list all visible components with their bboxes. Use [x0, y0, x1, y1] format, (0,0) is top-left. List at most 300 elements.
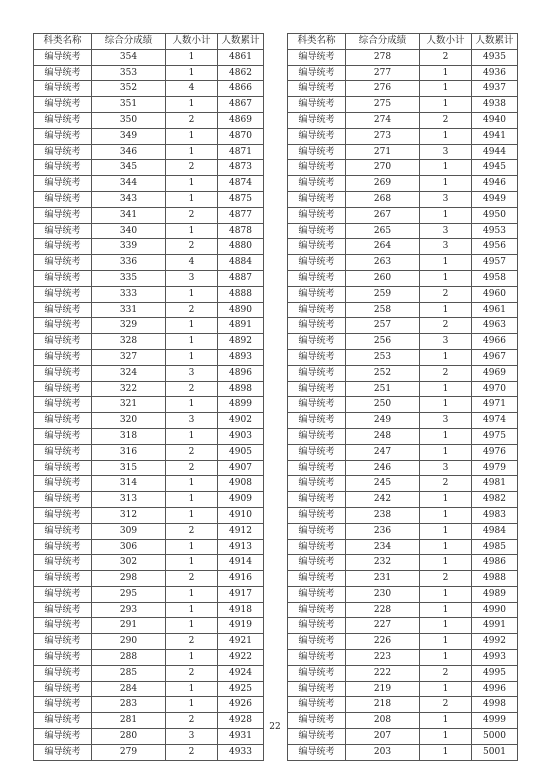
cell-category: 编导统考: [34, 191, 92, 207]
cell-count: 3: [166, 270, 218, 286]
cell-count: 1: [166, 618, 218, 634]
cell-score: 246: [346, 460, 420, 476]
cell-score: 320: [92, 413, 166, 429]
cell-count: 3: [420, 334, 472, 350]
table-row: [288, 255, 518, 271]
cell-count: 3: [420, 191, 472, 207]
cell-count: 1: [420, 397, 472, 413]
cell-cumulative: 4888: [218, 286, 264, 302]
cell-score: 245: [346, 476, 420, 492]
cell-cumulative: 4908: [218, 476, 264, 492]
cell-cumulative: 4910: [218, 507, 264, 523]
table-row: [34, 255, 264, 271]
table-row: [288, 744, 518, 760]
cell-score: 274: [346, 112, 420, 128]
cell-score: 281: [92, 713, 166, 729]
cell-cumulative: 4918: [218, 602, 264, 618]
cell-category: 编导统考: [288, 349, 346, 365]
cell-category: 编导统考: [288, 381, 346, 397]
table-row: [288, 681, 518, 697]
cell-cumulative: 4875: [218, 191, 264, 207]
cell-count: 1: [420, 744, 472, 760]
cell-score: 354: [92, 49, 166, 65]
cell-category: 编导统考: [288, 697, 346, 713]
table-row: [288, 176, 518, 192]
table-row: [288, 81, 518, 97]
table-row: [34, 112, 264, 128]
cell-score: 336: [92, 255, 166, 271]
cell-category: 编导统考: [288, 713, 346, 729]
table-row: [288, 492, 518, 508]
table-row: [34, 97, 264, 113]
cell-count: 1: [420, 207, 472, 223]
cell-cumulative: 4949: [472, 191, 518, 207]
cell-count: 3: [420, 460, 472, 476]
cell-category: 编导统考: [34, 207, 92, 223]
table-row: [288, 112, 518, 128]
cell-category: 编导统考: [34, 286, 92, 302]
cell-cumulative: 4936: [472, 65, 518, 81]
table-row: [34, 539, 264, 555]
cell-count: 2: [166, 302, 218, 318]
cell-count: 1: [420, 81, 472, 97]
cell-category: 编导统考: [288, 476, 346, 492]
cell-score: 283: [92, 697, 166, 713]
table-row: [34, 634, 264, 650]
cell-cumulative: 4985: [472, 539, 518, 555]
cell-count: 3: [420, 144, 472, 160]
cell-score: 290: [92, 634, 166, 650]
cell-category: 编导统考: [34, 602, 92, 618]
cell-score: 227: [346, 618, 420, 634]
table-row: [34, 349, 264, 365]
table-row: [34, 697, 264, 713]
cell-cumulative: 4960: [472, 286, 518, 302]
cell-category: 编导统考: [288, 571, 346, 587]
cell-category: 编导统考: [34, 665, 92, 681]
table-row: [34, 65, 264, 81]
cell-count: 1: [420, 65, 472, 81]
cell-count: 2: [166, 523, 218, 539]
cell-score: 230: [346, 586, 420, 602]
cell-category: 编导统考: [34, 81, 92, 97]
cell-score: 322: [92, 381, 166, 397]
cell-cumulative: 4996: [472, 681, 518, 697]
cell-category: 编导统考: [288, 397, 346, 413]
cell-cumulative: 4991: [472, 618, 518, 634]
cell-cumulative: 4957: [472, 255, 518, 271]
cell-cumulative: 4902: [218, 413, 264, 429]
cell-count: 2: [166, 744, 218, 760]
cell-score: 251: [346, 381, 420, 397]
cell-count: 1: [420, 428, 472, 444]
cell-count: 2: [166, 444, 218, 460]
cell-category: 编导统考: [34, 381, 92, 397]
table-row: [288, 207, 518, 223]
table-row: [288, 555, 518, 571]
cell-score: 340: [92, 223, 166, 239]
cell-category: 编导统考: [34, 729, 92, 745]
cell-count: 2: [166, 239, 218, 255]
cell-category: 编导统考: [288, 681, 346, 697]
cell-category: 编导统考: [288, 729, 346, 745]
cell-cumulative: 4903: [218, 428, 264, 444]
cell-score: 350: [92, 112, 166, 128]
cell-score: 293: [92, 602, 166, 618]
cell-score: 312: [92, 507, 166, 523]
table-row: [288, 270, 518, 286]
cell-category: 编导统考: [34, 618, 92, 634]
cell-category: 编导统考: [288, 191, 346, 207]
cell-cumulative: 5001: [472, 744, 518, 760]
cell-score: 315: [92, 460, 166, 476]
cell-count: 2: [166, 207, 218, 223]
cell-cumulative: 4887: [218, 270, 264, 286]
table-row: [34, 444, 264, 460]
cell-cumulative: 4877: [218, 207, 264, 223]
cell-score: 275: [346, 97, 420, 113]
cell-category: 编导统考: [288, 555, 346, 571]
cell-category: 编导统考: [34, 223, 92, 239]
cell-category: 编导统考: [34, 555, 92, 571]
cell-cumulative: 4989: [472, 586, 518, 602]
cell-count: 1: [166, 318, 218, 334]
table-row: [288, 618, 518, 634]
table-row: [34, 681, 264, 697]
cell-count: 1: [420, 681, 472, 697]
cell-count: 1: [420, 618, 472, 634]
cell-score: 351: [92, 97, 166, 113]
cell-score: 268: [346, 191, 420, 207]
cell-count: 2: [166, 634, 218, 650]
cell-category: 编导统考: [288, 523, 346, 539]
table-row: [288, 349, 518, 365]
cell-category: 编导统考: [288, 239, 346, 255]
table-row: [288, 507, 518, 523]
table-row: [288, 586, 518, 602]
cell-score: 247: [346, 444, 420, 460]
cell-category: 编导统考: [288, 176, 346, 192]
cell-score: 263: [346, 255, 420, 271]
cell-cumulative: 4891: [218, 318, 264, 334]
table-row: [34, 270, 264, 286]
table-row: [34, 160, 264, 176]
header-category: 科类名称: [288, 34, 346, 50]
cell-score: 276: [346, 81, 420, 97]
cell-score: 270: [346, 160, 420, 176]
cell-score: 285: [92, 665, 166, 681]
table-row: [34, 555, 264, 571]
cell-count: 2: [420, 665, 472, 681]
cell-count: 1: [166, 476, 218, 492]
cell-cumulative: 4890: [218, 302, 264, 318]
table-row: [34, 176, 264, 192]
cell-cumulative: 4922: [218, 650, 264, 666]
cell-cumulative: 4958: [472, 270, 518, 286]
cell-cumulative: 4917: [218, 586, 264, 602]
cell-cumulative: 4869: [218, 112, 264, 128]
cell-category: 编导统考: [288, 144, 346, 160]
cell-score: 253: [346, 349, 420, 365]
cell-count: 1: [166, 191, 218, 207]
cell-category: 编导统考: [34, 144, 92, 160]
cell-category: 编导统考: [34, 397, 92, 413]
cell-count: 1: [420, 523, 472, 539]
cell-score: 291: [92, 618, 166, 634]
cell-cumulative: 4966: [472, 334, 518, 350]
cell-count: 1: [420, 128, 472, 144]
cell-category: 编导统考: [34, 255, 92, 271]
cell-cumulative: 4999: [472, 713, 518, 729]
cell-cumulative: 4982: [472, 492, 518, 508]
cell-score: 248: [346, 428, 420, 444]
table-row: [34, 81, 264, 97]
cell-count: 1: [166, 492, 218, 508]
table-row: [34, 286, 264, 302]
cell-cumulative: 4950: [472, 207, 518, 223]
table-row: [288, 160, 518, 176]
cell-count: 4: [166, 255, 218, 271]
cell-count: 1: [166, 128, 218, 144]
cell-cumulative: 4976: [472, 444, 518, 460]
table-row: [34, 128, 264, 144]
table-row: [288, 397, 518, 413]
cell-category: 编导统考: [288, 160, 346, 176]
cell-category: 编导统考: [34, 97, 92, 113]
cell-cumulative: 4953: [472, 223, 518, 239]
cell-score: 339: [92, 239, 166, 255]
cell-score: 203: [346, 744, 420, 760]
cell-score: 298: [92, 571, 166, 587]
table-row: [288, 144, 518, 160]
cell-cumulative: 4967: [472, 349, 518, 365]
table-row: [34, 334, 264, 350]
cell-score: 353: [92, 65, 166, 81]
table-row: [288, 413, 518, 429]
cell-count: 1: [420, 255, 472, 271]
table-row: [288, 460, 518, 476]
table-row: [288, 523, 518, 539]
cell-score: 223: [346, 650, 420, 666]
cell-count: 1: [166, 539, 218, 555]
cell-cumulative: 4919: [218, 618, 264, 634]
cell-count: 2: [166, 381, 218, 397]
cell-cumulative: 4990: [472, 602, 518, 618]
cell-count: 2: [166, 665, 218, 681]
cell-score: 259: [346, 286, 420, 302]
cell-count: 3: [166, 365, 218, 381]
cell-category: 编导统考: [288, 97, 346, 113]
cell-cumulative: 4871: [218, 144, 264, 160]
cell-score: 234: [346, 539, 420, 555]
cell-category: 编导统考: [34, 128, 92, 144]
cell-count: 1: [166, 49, 218, 65]
cell-category: 编导统考: [288, 270, 346, 286]
cell-cumulative: 4912: [218, 523, 264, 539]
cell-score: 219: [346, 681, 420, 697]
cell-score: 232: [346, 555, 420, 571]
cell-count: 1: [420, 160, 472, 176]
table-row: [34, 492, 264, 508]
cell-cumulative: 4866: [218, 81, 264, 97]
cell-count: 1: [420, 713, 472, 729]
cell-category: 编导统考: [34, 460, 92, 476]
table-row: [34, 523, 264, 539]
cell-cumulative: 4983: [472, 507, 518, 523]
table-row: [288, 381, 518, 397]
cell-category: 编导统考: [288, 744, 346, 760]
cell-score: 316: [92, 444, 166, 460]
cell-count: 1: [166, 334, 218, 350]
cell-score: 328: [92, 334, 166, 350]
cell-category: 编导统考: [34, 428, 92, 444]
cell-cumulative: 4905: [218, 444, 264, 460]
cell-score: 343: [92, 191, 166, 207]
table-header-row: [34, 34, 264, 50]
cell-category: 编导统考: [288, 207, 346, 223]
cell-score: 314: [92, 476, 166, 492]
cell-score: 333: [92, 286, 166, 302]
cell-category: 编导统考: [288, 492, 346, 508]
cell-cumulative: 4961: [472, 302, 518, 318]
cell-category: 编导统考: [288, 302, 346, 318]
cell-cumulative: 4945: [472, 160, 518, 176]
cell-category: 编导统考: [288, 634, 346, 650]
cell-count: 2: [420, 697, 472, 713]
cell-count: 1: [166, 223, 218, 239]
cell-category: 编导统考: [34, 65, 92, 81]
cell-category: 编导统考: [34, 650, 92, 666]
cell-count: 2: [166, 571, 218, 587]
cell-cumulative: 4913: [218, 539, 264, 555]
cell-cumulative: 4880: [218, 239, 264, 255]
cell-score: 226: [346, 634, 420, 650]
cell-category: 编导统考: [34, 239, 92, 255]
cell-count: 1: [420, 97, 472, 113]
cell-count: 1: [420, 302, 472, 318]
cell-count: 3: [166, 413, 218, 429]
header-score: 综合分成绩: [92, 34, 166, 50]
cell-cumulative: 4938: [472, 97, 518, 113]
cell-score: 264: [346, 239, 420, 255]
cell-category: 编导统考: [288, 334, 346, 350]
cell-score: 302: [92, 555, 166, 571]
cell-count: 2: [420, 318, 472, 334]
score-table-right: [287, 33, 518, 761]
cell-count: 2: [166, 160, 218, 176]
cell-score: 271: [346, 144, 420, 160]
cell-cumulative: 4931: [218, 729, 264, 745]
cell-category: 编导统考: [288, 128, 346, 144]
cell-category: 编导统考: [288, 49, 346, 65]
cell-cumulative: 4995: [472, 665, 518, 681]
table-row: [288, 223, 518, 239]
cell-category: 编导统考: [34, 681, 92, 697]
cell-cumulative: 4862: [218, 65, 264, 81]
table-row: [34, 650, 264, 666]
header-cumulative: 人数累计: [218, 34, 264, 50]
table-row: [288, 128, 518, 144]
cell-count: 1: [166, 176, 218, 192]
cell-cumulative: 4874: [218, 176, 264, 192]
cell-category: 编导统考: [288, 665, 346, 681]
cell-count: 1: [166, 397, 218, 413]
cell-category: 编导统考: [34, 365, 92, 381]
cell-category: 编导统考: [34, 413, 92, 429]
cell-score: 242: [346, 492, 420, 508]
cell-category: 编导统考: [288, 286, 346, 302]
cell-category: 编导统考: [288, 586, 346, 602]
table-row: [288, 191, 518, 207]
cell-score: 313: [92, 492, 166, 508]
table-row: [34, 744, 264, 760]
table-row: [34, 191, 264, 207]
cell-count: 1: [420, 555, 472, 571]
cell-score: 329: [92, 318, 166, 334]
cell-count: 1: [420, 381, 472, 397]
cell-count: 1: [166, 602, 218, 618]
cell-score: 260: [346, 270, 420, 286]
cell-category: 编导统考: [288, 602, 346, 618]
cell-cumulative: 4925: [218, 681, 264, 697]
cell-cumulative: 4921: [218, 634, 264, 650]
cell-count: 1: [420, 586, 472, 602]
cell-count: 1: [166, 97, 218, 113]
cell-score: 222: [346, 665, 420, 681]
cell-count: 1: [166, 650, 218, 666]
cell-cumulative: 4916: [218, 571, 264, 587]
cell-cumulative: 4969: [472, 365, 518, 381]
cell-count: 1: [420, 729, 472, 745]
cell-category: 编导统考: [288, 413, 346, 429]
cell-cumulative: 4993: [472, 650, 518, 666]
cell-count: 1: [420, 539, 472, 555]
cell-count: 2: [420, 286, 472, 302]
cell-score: 324: [92, 365, 166, 381]
cell-cumulative: 4998: [472, 697, 518, 713]
table-row: [34, 602, 264, 618]
table-row: [288, 697, 518, 713]
cell-count: 2: [166, 713, 218, 729]
table-row: [34, 507, 264, 523]
cell-score: 267: [346, 207, 420, 223]
cell-cumulative: 4898: [218, 381, 264, 397]
cell-score: 288: [92, 650, 166, 666]
cell-category: 编导统考: [288, 318, 346, 334]
cell-category: 编导统考: [34, 539, 92, 555]
cell-cumulative: 4956: [472, 239, 518, 255]
table-row: [288, 650, 518, 666]
table-row: [288, 49, 518, 65]
cell-category: 编导统考: [34, 507, 92, 523]
cell-score: 273: [346, 128, 420, 144]
cell-score: 331: [92, 302, 166, 318]
page-number: 22: [269, 722, 281, 732]
table-header-row: [288, 34, 518, 50]
cell-count: 2: [420, 112, 472, 128]
cell-cumulative: 4870: [218, 128, 264, 144]
cell-score: 218: [346, 697, 420, 713]
cell-count: 1: [166, 586, 218, 602]
table-row: [288, 65, 518, 81]
cell-category: 编导统考: [34, 270, 92, 286]
cell-count: 1: [420, 634, 472, 650]
cell-count: 2: [166, 112, 218, 128]
cell-category: 编导统考: [34, 160, 92, 176]
cell-cumulative: 4926: [218, 697, 264, 713]
table-row: [34, 460, 264, 476]
cell-count: 3: [166, 729, 218, 745]
